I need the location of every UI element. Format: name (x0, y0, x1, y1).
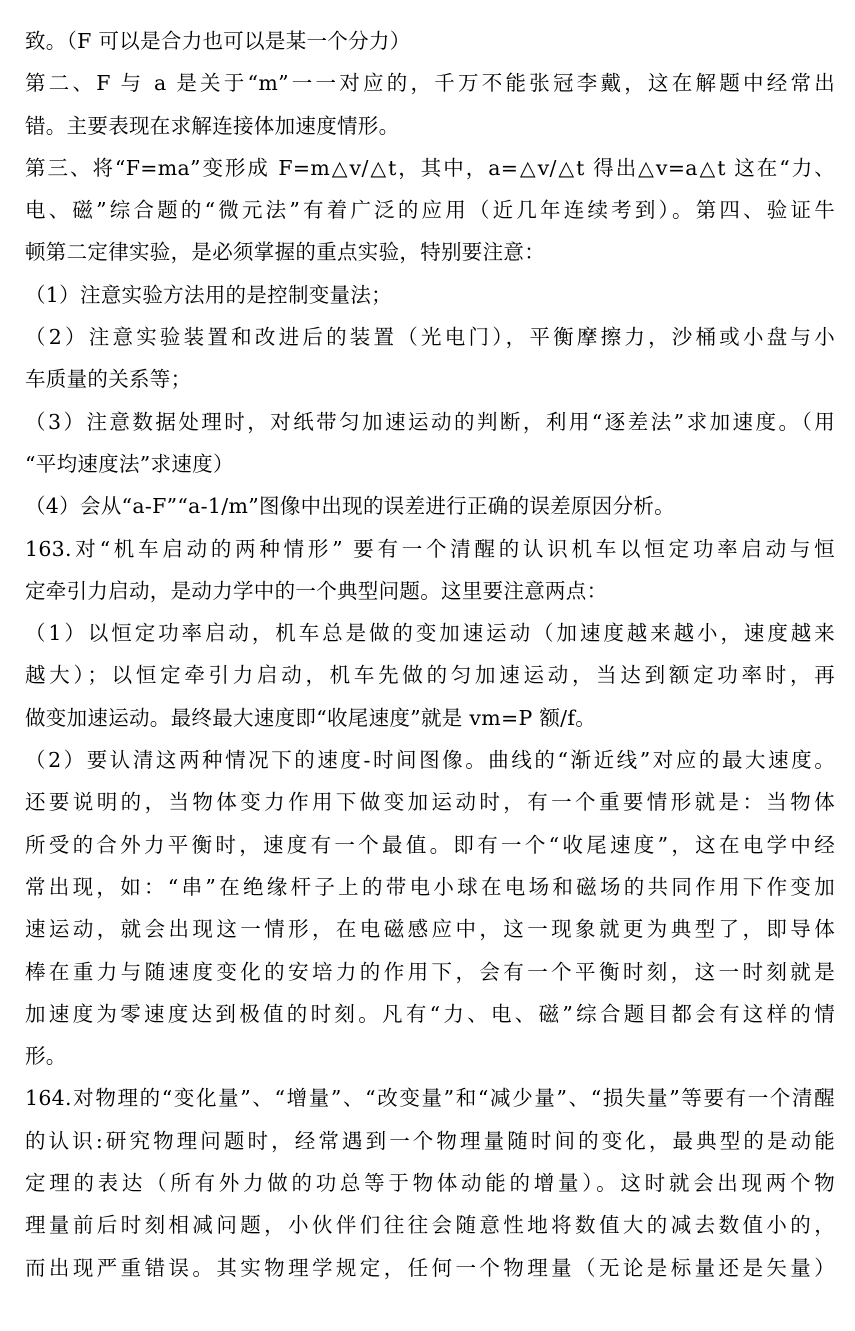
text-line: 还要说明的，当物体变力作用下做变加运动时，有一个重要情形就是：当物体 (25, 790, 835, 815)
text-line: 致。（F 可以是合力也可以是某一个分力） (25, 29, 411, 53)
text-line: 加速度为零速度达到极值的时刻。凡有“力、电、磁”综合题目都会有这样的情 (25, 1001, 835, 1026)
text-line: 理量前后时刻相减问题，小伙伴们往往会随意性地将数值大的减去数值小的， (25, 1213, 835, 1238)
text-line: 车质量的关系等； (25, 367, 192, 392)
text-line: （4）会从“a-F”“a-1/m”图像中出现的误差进行正确的误差原因分析。 (25, 494, 675, 519)
text-line: 第三、将“F=ma”变形成 F=m△v/△t，其中，a=△v/△t 得出△v=a△t 这在“力、 (25, 155, 835, 180)
text-line: 而出现严重错误。其实物理学规定，任何一个物理量（无论是标量还是矢量） (25, 1255, 835, 1280)
text-line: 顿第二定律实验，是必须掌握的重点实验，特别要注意： (25, 240, 545, 265)
text-line: 速运动，就会出现这一情形，在电磁感应中，这一现象就更为典型了，即导体 (25, 917, 835, 942)
text-line: （1）注意实验方法用的是控制变量法； (25, 282, 392, 307)
text-line: 163.对“机车启动的两种情形” 要有一个清醒的认识机车以恒定功率启动与恒 (25, 536, 835, 561)
text-line: 第二、F 与 a 是关于“m”一一对应的，千万不能张冠李戴，这在解题中经常出 (25, 71, 835, 96)
text-line: 错。主要表现在求解连接体加速度情形。 (25, 113, 400, 138)
text-line: 常出现，如：“串”在绝缘杆子上的带电小球在电场和磁场的共同作用下作变加 (25, 874, 835, 899)
text-line: 电、磁”综合题的“微元法”有着广泛的应用（近几年连续考到）。第四、验证牛 (25, 198, 835, 223)
text-line: （3）注意数据处理时，对纸带匀加速运动的判断，利用“逐差法”求加速度。（用 (25, 409, 835, 434)
text-line: 棒在重力与随速度变化的安培力的作用下，会有一个平衡时刻，这一时刻就是 (25, 959, 835, 984)
text-line: 的认识:研究物理问题时，经常遇到一个物理量随时间的变化，最典型的是动能 (25, 1128, 835, 1153)
text-line: （1）以恒定功率启动，机车总是做的变加速运动（加速度越来越小，速度越来 (25, 621, 835, 646)
text-line: 做变加速运动。最终最大速度即“收尾速度”就是 vm=P 额/f。 (25, 705, 597, 730)
text-line: （2）要认清这两种情况下的速度-时间图像。曲线的“渐近线”对应的最大速度。 (25, 748, 835, 773)
text-line: 形。 (25, 1044, 67, 1069)
text-line: “平均速度法”求速度） (25, 451, 234, 476)
text-line: 164.对物理的“变化量”、“增量”、“改变量”和“减少量”、“损失量”等要有一个清醒 (25, 1086, 835, 1111)
text-line: 所受的合外力平衡时，速度有一个最值。即有一个“收尾速度”，这在电学中经 (25, 832, 835, 857)
text-line: 定牵引力启动，是动力学中的一个典型问题。这里要注意两点： (25, 578, 608, 603)
document-body (25, 20, 835, 1289)
text-line: 定理的表达（所有外力做的功总等于物体动能的增量）。这时就会出现两个物 (25, 1171, 835, 1196)
text-line: 越大）；以恒定牵引力启动，机车先做的匀加速运动，当达到额定功率时，再 (25, 663, 835, 688)
text-line: （2）注意实验装置和改进后的装置（光电门），平衡摩擦力，沙桶或小盘与小 (25, 325, 835, 350)
